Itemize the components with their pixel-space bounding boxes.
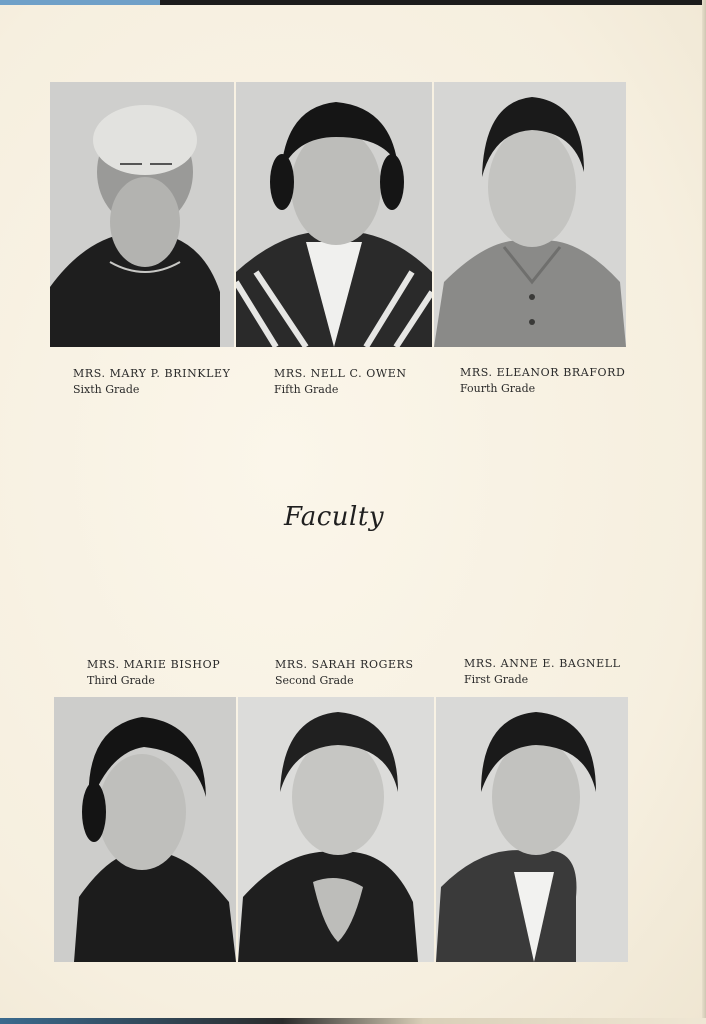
faculty-caption <box>275 657 414 689</box>
portrait-photo-bagnell <box>436 697 628 962</box>
portrait-photo-owen <box>236 82 432 347</box>
faculty-name: MRS. ANNE E. BAGNELL <box>464 657 621 670</box>
faculty-grade: Second Grade <box>275 674 354 687</box>
faculty-name: MRS. MARY P. BRINKLEY <box>73 367 231 380</box>
faculty-name: MRS. ELEANOR BRAFORD <box>460 366 626 379</box>
faculty-grade: Third Grade <box>87 674 155 687</box>
faculty-caption <box>460 365 625 397</box>
portrait-photo-rogers <box>238 697 434 962</box>
faculty-caption <box>274 366 407 398</box>
scan-bottom-edge <box>0 1018 706 1024</box>
faculty-name: MRS. NELL C. OWEN <box>274 367 407 380</box>
portrait-photo-brinkley <box>50 82 234 347</box>
faculty-caption <box>87 657 220 689</box>
faculty-name: MRS. MARIE BISHOP <box>87 658 221 671</box>
faculty-grade: First Grade <box>464 673 529 686</box>
scan-top-edge-accent <box>0 0 160 5</box>
portrait-photo-braford <box>434 82 626 347</box>
faculty-grade: Fourth Grade <box>460 382 536 395</box>
portrait-photo-bishop <box>54 697 236 962</box>
faculty-grade: Sixth Grade <box>73 383 140 396</box>
scan-right-edge <box>702 0 706 1024</box>
faculty-name: MRS. SARAH ROGERS <box>275 658 414 671</box>
faculty-caption <box>73 366 231 398</box>
section-title: Faculty <box>283 502 385 532</box>
faculty-caption <box>464 656 621 688</box>
faculty-grade: Fifth Grade <box>274 383 339 396</box>
